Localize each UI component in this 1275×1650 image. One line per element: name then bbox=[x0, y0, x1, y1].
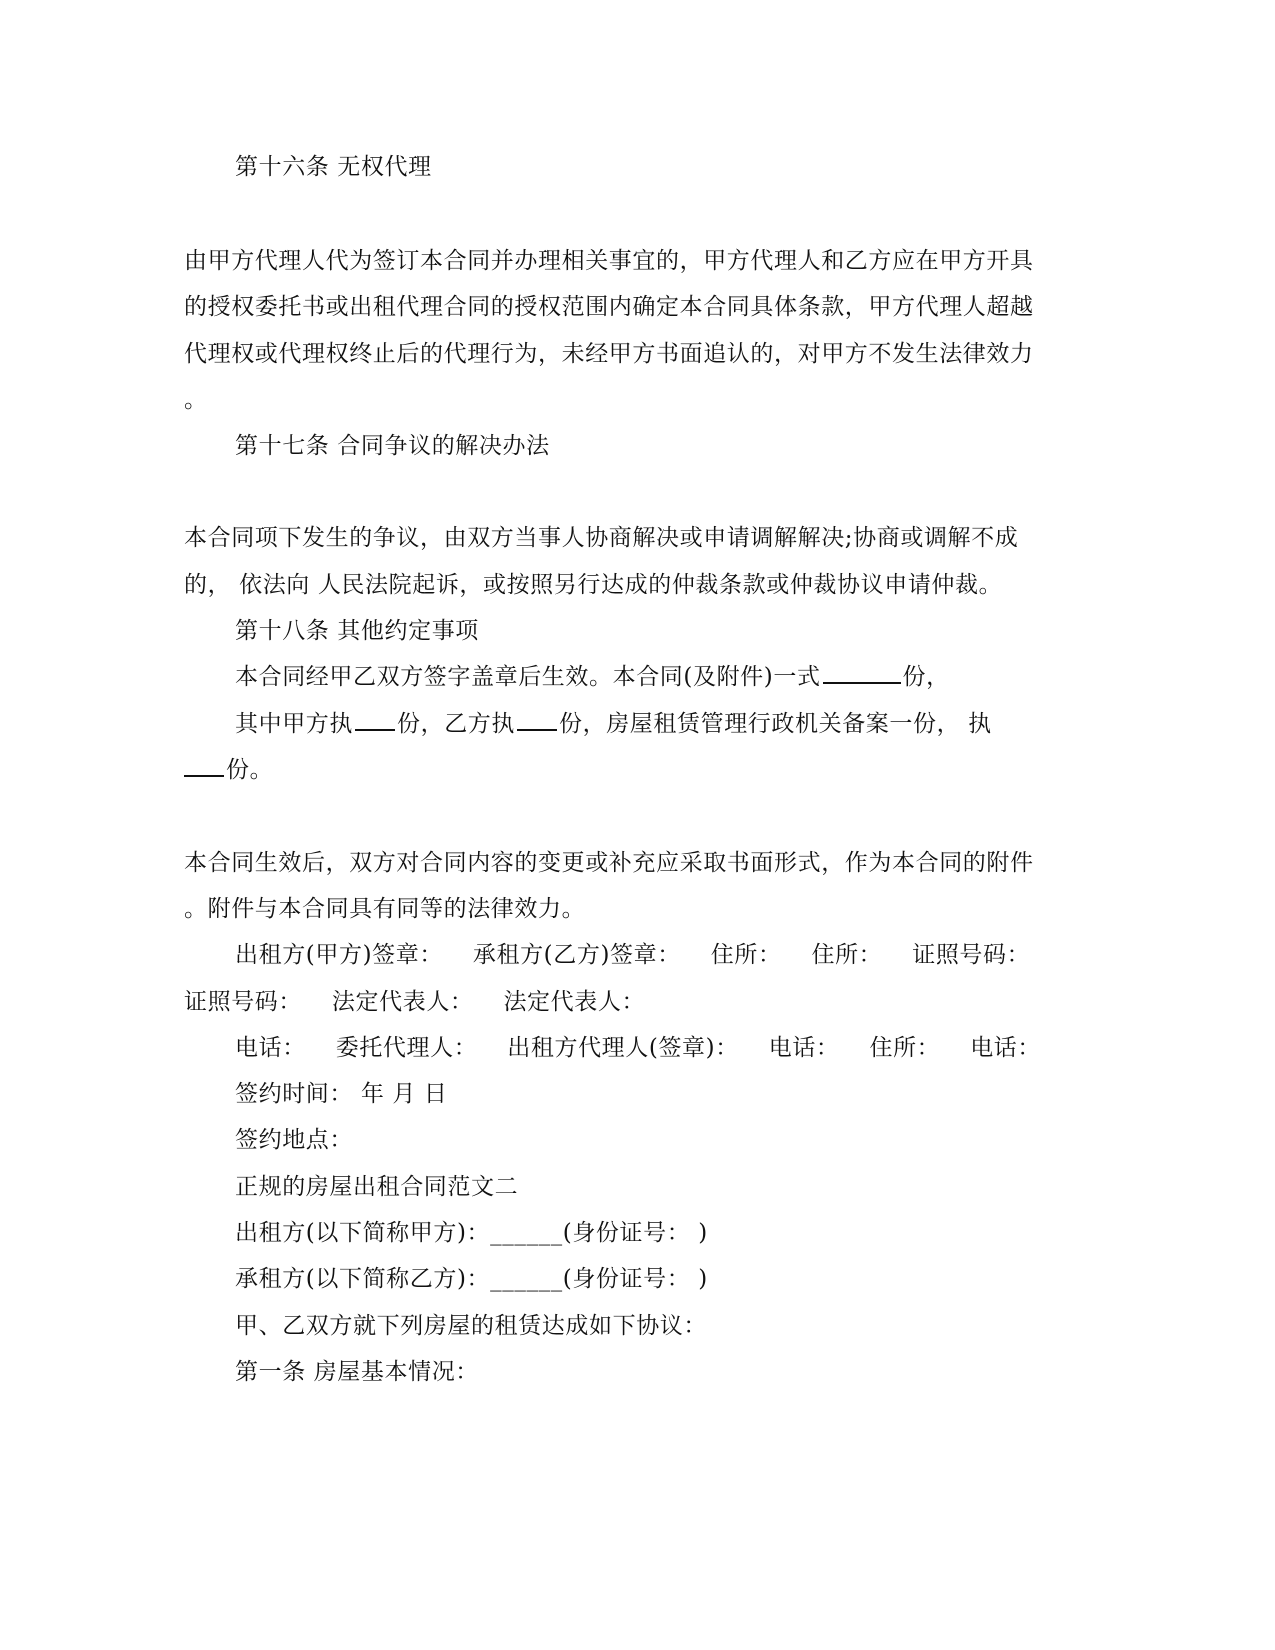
second-article-1-heading: 第一条 房屋基本情况： bbox=[235, 1359, 479, 1385]
sig-lessee-seal: 承租方(乙方)签章： bbox=[472, 942, 681, 968]
sig-phone-3: 电话： bbox=[970, 1035, 1042, 1061]
sig-address-3: 住所： bbox=[869, 1035, 941, 1061]
party-b-blank bbox=[517, 711, 557, 731]
article-18-remaining-line bbox=[184, 755, 273, 785]
filing-text: 份，房屋租赁管理行政机关备案一份， 执 bbox=[559, 711, 992, 737]
article-16-line-4: 。 bbox=[184, 387, 208, 413]
second-intro-line: 甲、乙双方就下列房屋的租赁达成如下协议： bbox=[235, 1313, 707, 1339]
sig-license-2: 证照号码： bbox=[184, 989, 302, 1015]
signature-line-3 bbox=[235, 1033, 1041, 1063]
copies-blank bbox=[823, 664, 901, 684]
article-18-copies-line bbox=[235, 662, 950, 692]
second-contract-title: 正规的房屋出租合同范文二 bbox=[235, 1174, 519, 1200]
copies-suffix: 份， bbox=[902, 664, 950, 690]
sig-address-2: 住所： bbox=[811, 942, 883, 968]
sig-legal-rep-1: 法定代表人： bbox=[331, 989, 474, 1015]
article-16-line-3: 代理权或代理权终止后的代理行为，未经甲方书面追认的，对甲方不发生法律效力 bbox=[184, 341, 1034, 367]
article-18-para-line-1: 本合同生效后，双方对合同内容的变更或补充应采取书面形式，作为本合同的附件 bbox=[184, 850, 1034, 876]
article-16-line-2: 的授权委托书或出租代理合同的授权范围内确定本合同具体条款，甲方代理人超越 bbox=[184, 294, 1034, 320]
party-b-holds-text: 份，乙方执 bbox=[397, 711, 515, 737]
signing-date: 签约时间： 年 月 日 bbox=[235, 1081, 448, 1107]
article-17-line-2: 的， 依法向 人民法院起诉，或按照另行达成的仲裁条款或仲裁协议申请仲裁。 bbox=[184, 572, 1003, 598]
sig-phone-2: 电话： bbox=[768, 1035, 840, 1061]
sig-address-1: 住所： bbox=[710, 942, 782, 968]
party-a-holds-text: 其中甲方执 bbox=[235, 711, 353, 737]
second-lessee-line: 承租方(以下简称乙方)：______(身份证号： ) bbox=[235, 1266, 708, 1292]
sig-phone-1: 电话： bbox=[235, 1035, 306, 1061]
remaining-blank bbox=[184, 757, 224, 777]
second-lessor-line: 出租方(以下简称甲方)：______(身份证号： ) bbox=[235, 1220, 708, 1246]
sig-legal-rep-2: 法定代表人： bbox=[503, 989, 646, 1015]
article-18-para-line-2: 。附件与本合同具有同等的法律效力。 bbox=[184, 896, 586, 922]
article-18-heading: 第十八条 其他约定事项 bbox=[235, 618, 479, 644]
article-16-line-1: 由甲方代理人代为签订本合同并办理相关事宜的，甲方代理人和乙方应在甲方开具 bbox=[184, 248, 1034, 274]
sig-lessor-agent: 出租方代理人(签章)： bbox=[507, 1035, 739, 1061]
article-17-heading: 第十七条 合同争议的解决办法 bbox=[235, 433, 550, 459]
copies-text: 本合同经甲乙双方签字盖章后生效。本合同(及附件)一式 bbox=[235, 664, 821, 690]
sig-lessor-seal: 出租方(甲方)签章： bbox=[235, 942, 443, 968]
article-18-holders-line bbox=[235, 709, 992, 739]
signing-place: 签约地点： bbox=[235, 1127, 353, 1153]
article-17-line-1: 本合同项下发生的争议，由双方当事人协商解决或申请调解解决;协商或调解不成 bbox=[184, 525, 1019, 551]
remaining-suffix: 份。 bbox=[226, 757, 274, 783]
sig-agent: 委托代理人： bbox=[335, 1035, 478, 1061]
article-16-heading: 第十六条 无权代理 bbox=[235, 154, 432, 180]
sig-license-1: 证照号码： bbox=[912, 942, 1031, 968]
signature-line-1 bbox=[235, 940, 1030, 970]
signature-line-2 bbox=[184, 987, 645, 1017]
party-a-blank bbox=[355, 711, 395, 731]
